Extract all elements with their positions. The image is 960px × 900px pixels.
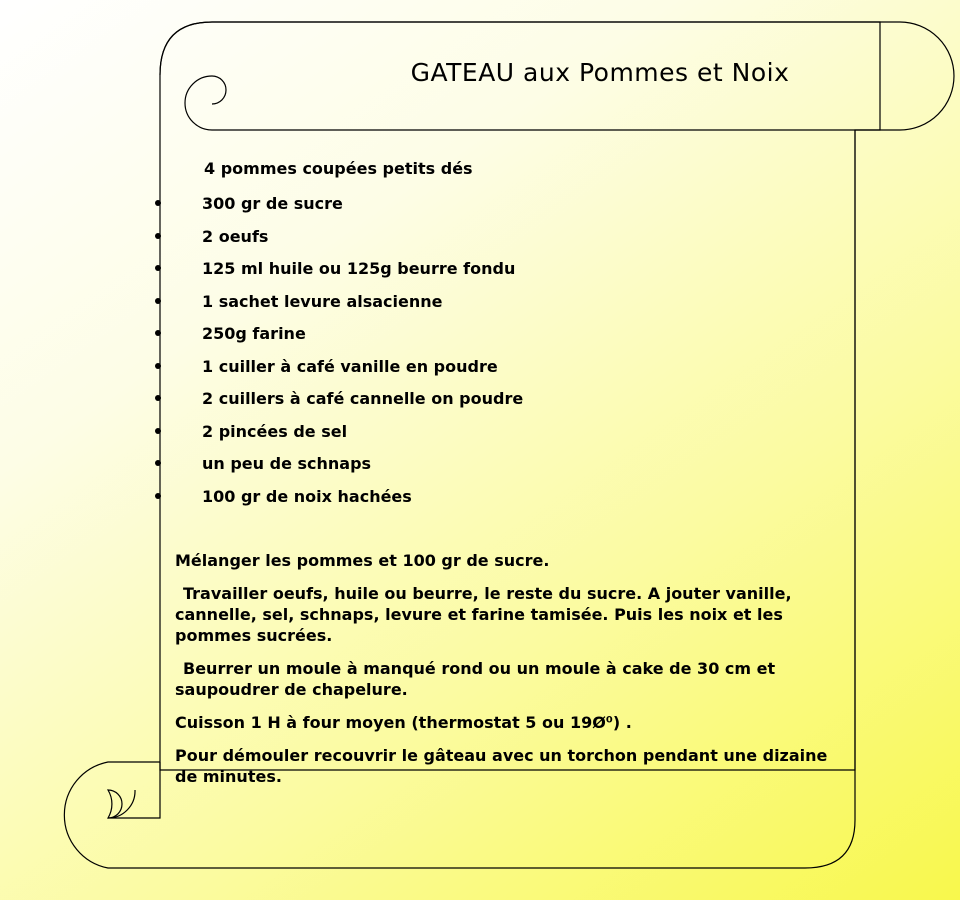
instruction-step: Travailler oeufs, huile ou beurre, le reste du sucre. A jouter vanille, cannelle, sel, schnaps, levure et farine tamisée. Puis les noix et les pommes sucrées. xyxy=(175,584,792,645)
bullet-icon xyxy=(155,363,161,369)
instruction-step: Mélanger les pommes et 100 gr de sucre. xyxy=(175,551,550,570)
instructions xyxy=(175,550,835,799)
bullet-icon xyxy=(155,460,161,466)
bullet-icon xyxy=(155,233,161,239)
instruction-step: Cuisson 1 H à four moyen (thermostat 5 ou 19Ø⁰) . xyxy=(175,713,632,732)
bullet-icon xyxy=(155,200,161,206)
bullet-icon xyxy=(155,395,161,401)
bullet-icon xyxy=(155,298,161,304)
bullet-icon xyxy=(155,493,161,499)
bullet-icon xyxy=(155,330,161,336)
first-ingredient: 4 pommes coupées petits dés xyxy=(204,159,473,178)
bullet-icon xyxy=(155,265,161,271)
recipe-title: GATEAU aux Pommes et Noix xyxy=(410,58,790,87)
instruction-step: Pour démouler recouvrir le gâteau avec un torchon pendant une dizaine de minutes. xyxy=(175,746,828,786)
instruction-step: Beurrer un moule à manqué rond ou un moule à cake de 30 cm et saupoudrer de chapelure. xyxy=(175,659,776,699)
bullet-icon xyxy=(155,428,161,434)
